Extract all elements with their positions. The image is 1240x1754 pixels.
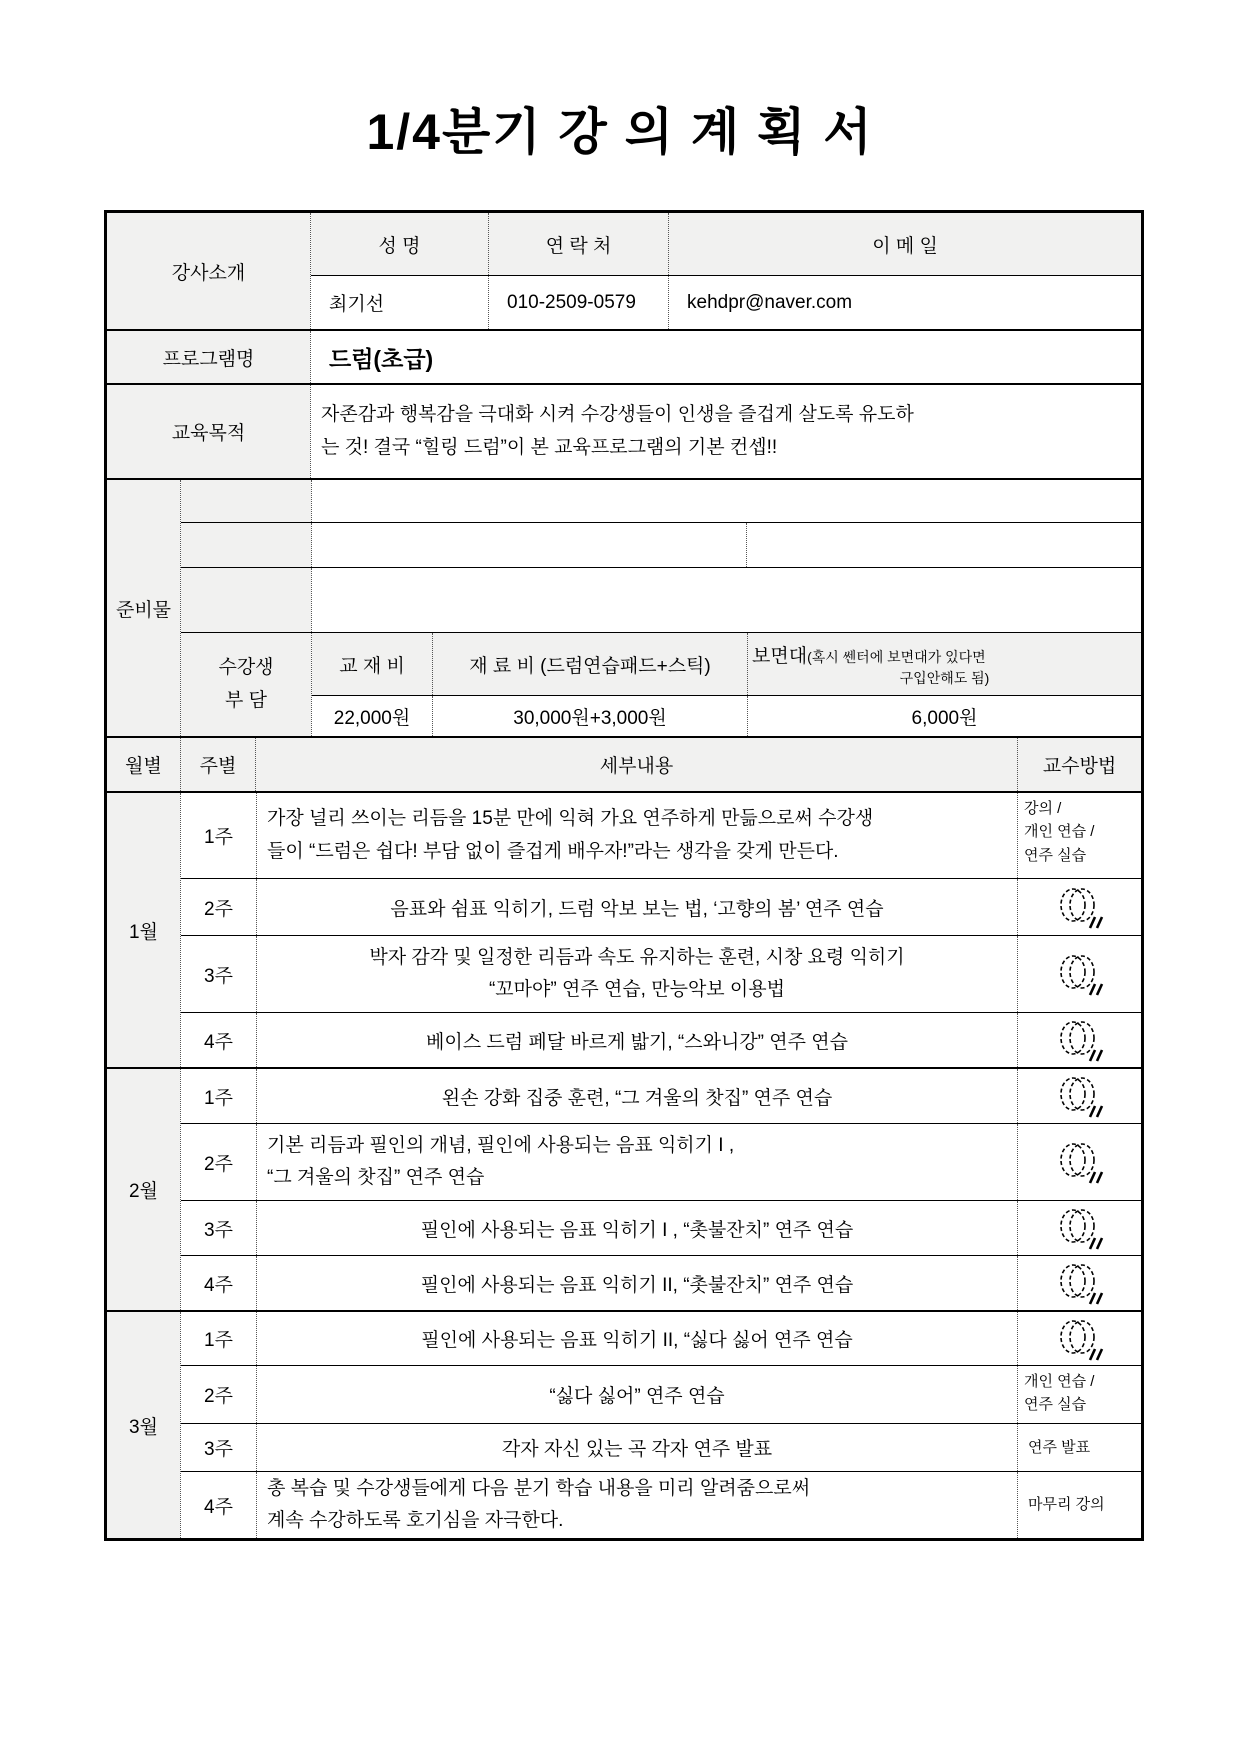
instructor-name-value: 최기선	[329, 294, 385, 315]
week-label: 3주	[204, 965, 233, 987]
textbook-fee-header: 교 재 비	[312, 633, 432, 695]
week-label: 4주	[204, 1031, 233, 1053]
week-label: 1주	[204, 1087, 233, 1109]
materials-label: 준비물	[107, 480, 180, 736]
method-line: 연주 발표	[1017, 1424, 1141, 1471]
detail-line: “꼬마야” 연주 연습, 만능악보 이용법	[488, 979, 785, 1000]
detail-line: “싫다 싫어” 연주 연습	[256, 1366, 1017, 1423]
schedule-row-jan-w4	[181, 1012, 1141, 1067]
instructor-name-header: 성 명	[311, 213, 488, 275]
week-label: 3주	[204, 1219, 233, 1241]
schedule-row-mar-w2	[181, 1365, 1141, 1423]
page-title: 1/4분기 강 의 계 획 서	[366, 104, 874, 160]
detail-line: 들이 “드럼은 쉽다! 부담 없이 즐겁게 배우자!”라는 생각을 갖게 만든다.	[267, 840, 839, 862]
method-line: 연주 실습	[1024, 1396, 1087, 1414]
materials-empty-row-2a	[311, 523, 746, 567]
schedule-row-feb-w1	[181, 1069, 1141, 1123]
program-label: 프로그램명	[107, 331, 310, 383]
detail-line: 필인에 사용되는 음표 익히기 II, “싫다 싫어 연주 연습	[256, 1312, 1017, 1365]
purpose-line-2: 는 것! 결국 “힐링 드럼”이 본 교육프로그램의 기본 컨셉!!	[321, 436, 778, 458]
detail-column-header: 세부내용	[255, 738, 1017, 791]
materials-section	[107, 478, 1141, 736]
ditto-mark-icon	[1018, 1074, 1141, 1118]
schedule-row-feb-w3	[181, 1200, 1141, 1255]
instructor-contact-value: 010-2509-0579	[488, 276, 668, 329]
ditto-mark-icon	[1018, 885, 1141, 929]
schedule-header-row	[107, 736, 1141, 791]
detail-line: 왼손 강화 집중 훈련, “그 겨울의 찻집” 연주 연습	[256, 1069, 1017, 1123]
instructor-section-label: 강사소개	[107, 213, 310, 329]
week-label: 1주	[204, 1330, 233, 1351]
detail-line: 박자 감각 및 일정한 리듬과 속도 유지하는 훈련, 시창 요령 익히기	[369, 946, 905, 968]
instructor-email-header: 이 메 일	[668, 213, 1141, 275]
stand-fee-title: 보면대	[752, 645, 808, 667]
detail-line: 베이스 드럼 페달 바르게 밟기, “스와니강” 연주 연습	[256, 1013, 1017, 1067]
purpose-section	[107, 383, 1141, 478]
detail-line: 필인에 사용되는 음표 익히기 I , “촛불잔치” 연주 연습	[256, 1201, 1017, 1255]
schedule-row-feb-w4	[181, 1255, 1141, 1310]
textbook-fee-value: 22,000원	[333, 707, 411, 729]
week-column-header: 주별	[180, 738, 255, 791]
week-label: 2주	[204, 898, 233, 920]
supplies-fee-value: 30,000원+3,000원	[432, 696, 747, 736]
program-value: 드럼(초급)	[310, 331, 1141, 383]
materials-empty-subcell-2	[181, 523, 311, 567]
instructor-section	[107, 213, 1141, 329]
student-burden-label: 수강생 부 담	[181, 633, 311, 736]
program-section	[107, 329, 1141, 383]
detail-line: 계속 수강하도록 호기심을 자극한다.	[267, 1510, 564, 1531]
student-cost-block	[181, 632, 1141, 736]
lecture-plan-table	[104, 210, 1144, 1541]
ditto-mark-icon	[1018, 1140, 1141, 1184]
ditto-mark-icon	[1018, 1206, 1141, 1250]
ditto-mark-icon	[1018, 1317, 1141, 1361]
materials-empty-row-1	[311, 480, 1141, 522]
week-label: 1주	[204, 827, 233, 848]
materials-empty-row-3	[311, 568, 1141, 632]
month-label-february: 2월	[107, 1069, 180, 1310]
detail-line: 기본 리듬과 필인의 개념, 필인에 사용되는 음표 익히기 I ,	[267, 1134, 735, 1156]
materials-empty-subcell-1	[181, 480, 311, 522]
detail-line: 가장 널리 쓰이는 리듬을 15분 만에 익혀 가요 연주하게 만듦으로써 수강생	[267, 808, 874, 830]
detail-line: 총 복습 및 수강생들에게 다음 분기 학습 내용을 미리 알려줌으로써	[267, 1477, 811, 1499]
stand-fee-value: 6,000원	[747, 696, 1141, 736]
stand-fee-note-2: 구입안해도 됨)	[899, 669, 990, 686]
month-group-march	[107, 1310, 1141, 1538]
supplies-fee-header: 재 료 비 (드럼연습패드+스틱)	[432, 633, 747, 695]
month-group-january	[107, 791, 1141, 1067]
schedule-row-jan-w2	[181, 878, 1141, 935]
week-label: 2주	[204, 1386, 233, 1407]
week-label: 4주	[204, 1496, 233, 1518]
schedule-row-jan-w3	[181, 935, 1141, 1012]
month-label-march: 3월	[107, 1312, 180, 1538]
month-label-january: 1월	[107, 793, 180, 1067]
week-label: 4주	[204, 1274, 233, 1296]
detail-line: 각자 자신 있는 곡 각자 연주 발표	[256, 1424, 1017, 1471]
materials-empty-row-2b	[746, 523, 1141, 567]
detail-line: 음표와 쉼표 익히기, 드럼 악보 보는 법, ‘고향의 봄’ 연주 연습	[256, 879, 1017, 935]
month-group-february	[107, 1067, 1141, 1310]
method-line: 마무리 강의	[1017, 1472, 1141, 1538]
month-column-header: 월별	[107, 738, 180, 791]
purpose-line-1: 자존감과 행복감을 극대화 시켜 수강생들이 인생을 즐겁게 살도록 유도하	[321, 404, 914, 426]
method-line: 개인 연습 /	[1024, 1373, 1095, 1390]
detail-line: “그 겨울의 찻집” 연주 연습	[267, 1167, 485, 1188]
week-label: 2주	[204, 1153, 233, 1175]
method-line: 개인 연습 /	[1024, 823, 1095, 841]
materials-empty-subcell-3	[181, 568, 311, 632]
detail-line: 필인에 사용되는 음표 익히기 II, “촛불잔치” 연주 연습	[256, 1256, 1017, 1310]
method-line: 강의 /	[1024, 800, 1062, 817]
stand-fee-header	[747, 633, 1141, 695]
schedule-row-mar-w3	[181, 1423, 1141, 1471]
instructor-contact-header: 연 락 처	[488, 213, 668, 275]
method-line: 연주 실습	[1024, 846, 1087, 864]
ditto-mark-icon	[1018, 1261, 1141, 1305]
schedule-row-feb-w2	[181, 1123, 1141, 1200]
schedule-row-mar-w4	[181, 1471, 1141, 1538]
purpose-label: 교육목적	[107, 385, 310, 478]
ditto-mark-icon	[1018, 952, 1141, 996]
instructor-email-value: kehdpr@naver.com	[668, 276, 1141, 329]
schedule-row-jan-w1	[181, 793, 1141, 878]
schedule-row-mar-w1	[181, 1312, 1141, 1365]
stand-fee-note-1: (혹시 쎈터에 보면대가 있다면	[807, 648, 986, 665]
week-label: 3주	[204, 1439, 233, 1460]
ditto-mark-icon	[1018, 1018, 1141, 1062]
method-column-header: 교수방법	[1017, 738, 1141, 791]
